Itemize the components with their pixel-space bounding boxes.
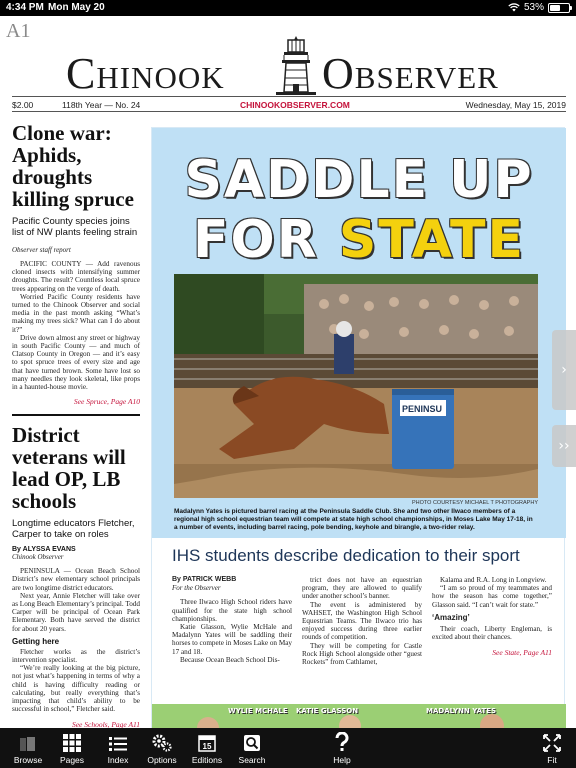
story-paragraph: Drive down almost any street or highway in south Pacific County — and much of Clatsop County in Oregon — and it’s easy to spot spruce trees of every size and age that have turned brown. Some have lost so many needles they look skeletal, like props in a haunted-house movie. [12, 333, 140, 392]
masthead-rule [12, 111, 566, 112]
story-paragraph: PACIFIC COUNTY — Add ravenous cloned insects with intensifying summer droughts. The result? Countless local spruce trees appearing on the verge of death. [12, 260, 140, 293]
story-paragraph: Worried Pacific County residents have turned to the Chinook Observer and social media in the past month asking “What’s making my trees sick? What can I do about it?” [12, 292, 140, 334]
website-link[interactable]: CHINOOKOBSERVER.COM [240, 100, 350, 110]
feature-story-body [172, 576, 552, 666]
story-column [302, 576, 422, 666]
fit-label: Fit [547, 755, 557, 765]
calendar-day: 15 [202, 742, 212, 751]
help-button[interactable] [328, 728, 356, 768]
status-right [508, 2, 570, 13]
search-icon [243, 734, 261, 752]
status-bar [0, 0, 576, 16]
browse-button[interactable] [12, 728, 44, 768]
calendar-icon [198, 734, 216, 752]
story-paragraph: Kalama and R.A. Long in Longview. [440, 576, 547, 584]
story-column [172, 576, 292, 666]
next-page-arrow[interactable]: › [552, 330, 576, 410]
edition-number: 118th Year — No. 24 [62, 100, 141, 110]
index-button[interactable] [104, 728, 132, 768]
battery-percent: 53% [523, 2, 544, 13]
photo-caption: Madalynn Yates is pictured barrel racing at the Peninsula Saddle Club. She and two other Ilwaco members of a regional high school equestrian team will compete at state high school championships, in Moses Lake May 17-18, in a number of events, including barrel racing, pole bending, keyhole and birangle, a two-rider relay. [174, 508, 533, 531]
athlete-label-wylie: WYLIE MCHALE [228, 707, 288, 715]
story-body [12, 567, 140, 633]
status-date: Mon May 20 [48, 2, 105, 13]
fit-screen-icon [543, 734, 561, 752]
jump-link-spruce[interactable]: See Spruce, Page A10 [73, 397, 140, 407]
left-column [12, 122, 140, 747]
skip-forward-arrow[interactable]: ›› [552, 425, 576, 467]
lighthouse-logo-icon [272, 34, 320, 96]
feature-story[interactable] [151, 127, 565, 730]
masthead-right-word: Observer [322, 49, 499, 98]
pages-button[interactable] [58, 728, 86, 768]
wifi-icon [508, 3, 520, 12]
story-paragraph: “I am so proud of my teammates and how the season has come together,” Glasson said. “I can’t wait for state.” [432, 584, 552, 609]
story-column [432, 576, 552, 666]
story-byline: Observer staff report [12, 246, 71, 254]
story-paragraph: Their coach, Liberty Engleman, is excited about their chances. [432, 625, 552, 642]
athlete-portraits [152, 704, 566, 730]
search-label: Search [238, 755, 266, 765]
feature-byline-name: By PATRICK WEBB [172, 576, 237, 583]
feature-title-word-state: STATE [338, 210, 525, 270]
options-button[interactable] [144, 728, 180, 768]
books-icon [19, 736, 37, 752]
story-paragraph: Because Ocean Beach School Dis- [180, 655, 280, 664]
story-spruce[interactable] [12, 122, 140, 410]
gears-icon [152, 734, 172, 752]
search-button[interactable] [236, 728, 268, 768]
story-deck: Longtime educators Fletcher, Carper to take on roles [12, 518, 135, 541]
athlete-label-katie: KATIE GLASSON [296, 707, 359, 715]
publication-date: Wednesday, May 15, 2019 [465, 100, 566, 110]
story-headline[interactable]: District veterans will lead OP, LB schools [12, 423, 126, 514]
browse-label: Browse [13, 755, 43, 765]
pages-label: Pages [59, 755, 85, 765]
masthead [60, 34, 540, 96]
barrel-sign-text: PENINSU [402, 404, 443, 414]
masthead-left-word: Chinook [66, 49, 225, 98]
story-subhead: Getting here [12, 636, 60, 646]
story-body [12, 648, 140, 714]
page-id: A1 [6, 20, 31, 42]
story-paragraph: PENINSULA — Ocean Beach School District’s new elementary school principals are two longtime district educators. [12, 567, 140, 592]
editions-label: Editions [191, 755, 223, 765]
story-paragraph: Three Ilwaco High School riders have qualified for the state high school championships. [172, 598, 292, 623]
fit-button[interactable] [540, 728, 564, 768]
editions-button[interactable] [190, 728, 224, 768]
feature-byline-org: For the Observer [172, 584, 221, 593]
barrel-racing-photo[interactable] [174, 274, 538, 498]
story-divider [12, 414, 140, 416]
feature-title-line2 [152, 210, 566, 270]
jump-link-state[interactable]: See State, Page A11 [492, 648, 552, 658]
list-icon [109, 736, 127, 752]
info-bar [12, 96, 566, 110]
story-paragraph: Fletcher works as the district’s intervention specialist. [12, 647, 140, 665]
story-paragraph: “We’re really looking at the big picture, not just what’s happening in terms of why a child is having difficulty reading or calculating, but really everything that’s impacting that child’s ability to be successful in school,” Fletcher said. [12, 664, 140, 714]
help-label: Help [333, 755, 351, 765]
athlete-label-madalynn: MADALYNN YATES [426, 707, 497, 715]
index-label: Index [107, 755, 129, 765]
photo-credit: PHOTO COURTESY MICHAEL T PHOTOGRAPHY [411, 500, 538, 506]
options-label: Options [147, 755, 177, 765]
grid-icon [63, 734, 81, 752]
bottom-toolbar [0, 728, 576, 768]
story-deck: Pacific County species joins list of NW plants feeling strain [12, 216, 138, 238]
story-byline-name: By ALYSSA EVANS [12, 546, 76, 554]
status-time: 4:34 PM [6, 2, 44, 13]
feature-title-word-for: FOR [193, 210, 319, 270]
story-paragraph: Next year, Annie Fletcher will take over as Long Beach Elementary’s principal. Todd Carper will be principal of Ocean Park Elementary. Both have served the district for about 20 years. [12, 591, 140, 633]
price: $2.00 [12, 100, 34, 110]
feature-sub-headline[interactable]: IHS students describe dedication to their sport [172, 546, 520, 565]
athlete-strip [152, 704, 566, 730]
story-byline-org: Chinook Observer [12, 553, 64, 562]
question-mark-icon [335, 732, 349, 752]
story-subhead: ‘Amazing’ [432, 612, 470, 622]
jump-link-schools[interactable]: See Schools, Page A11 [71, 719, 140, 729]
battery-icon [548, 3, 570, 13]
story-paragraph: trict does not have an equestrian program, they are allowed to qualify under another school’s banner. [302, 576, 422, 601]
story-paragraph: Katie Glasson, Wylie McHale and Madalynn Yates will be saddling their horses to compete in Moses Lake on May 17 and 18. [172, 623, 292, 656]
story-paragraph: They will be competing for Castle Rock High School alongside other “guest Rockets” from Cathlamet, [302, 641, 422, 667]
story-body [12, 260, 140, 391]
story-paragraph: The event is administered by WAHSET, the Washington High School Equestrian Teams. The Ilwaco trio has enjoyed success during three earlier rounds of competition. [302, 600, 422, 642]
story-headline[interactable]: Clone war: Aphids, droughts killing spruce [12, 121, 134, 211]
story-schools[interactable] [12, 424, 140, 732]
feature-title-line1: SADDLE UP [184, 150, 534, 210]
